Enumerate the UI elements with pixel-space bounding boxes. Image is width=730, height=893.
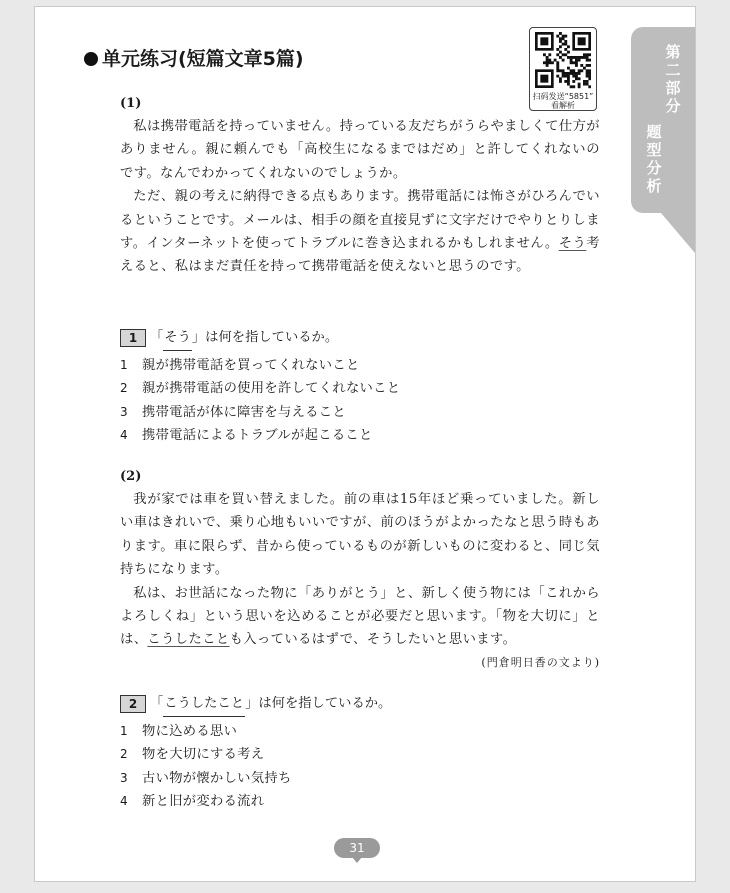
page-number: 31 (334, 838, 380, 858)
question-1 (120, 326, 600, 448)
qr-caption-line1: 扫码发送“5851” (532, 92, 594, 101)
option-item[interactable]: 1 親が携帯電話を買ってくれないこと (120, 358, 360, 373)
passage-2-label: (2) (120, 469, 142, 484)
passage-2-paragraph: 我が家では車を買い替えました。前の車は15年ほど乗っていました。新しい車はきれいで、乗り心地もいいですが、前のほうがよかったなと思う時もあります。車に限らず、昔から使っているものが新しいものに変わると、同じ気持ちになります。 (120, 492, 600, 578)
passage-2-underlined-phrase: こうしたこと (147, 632, 230, 648)
passage-2-paragraph: 私は、お世話になった物に「ありがとう」と、新しく使う物には「これからよろしくね」という思いを込めることが必要だと思います。「物を大切に」とは、こうしたことも入っているはずで、そうしたいと思います。 (120, 585, 600, 648)
option-item[interactable]: 3 携帯電話が体に障害を与えること (120, 404, 346, 420)
question-2-options (120, 720, 600, 814)
side-tab (631, 27, 695, 213)
side-tab-tip (661, 213, 695, 253)
option-item[interactable]: 3 古い物が懐かしい気持ち (120, 770, 292, 786)
option-item[interactable]: 1 物に込める思い (120, 724, 238, 739)
option-item[interactable]: 4 携帯電話によるトラブルが起こること (120, 428, 373, 444)
option-item[interactable]: 2 親が携帯電話の使用を許してくれないこと (120, 381, 401, 397)
passage-1-paragraph: 私は携帯電話を持っていません。持っている友だちがうらやましくて仕方がありません。親に頼んでも「高校生になるまではだめ」と許してくれないのです。なんでわかってくれないのでしょうか。 (120, 119, 600, 181)
passage-1 (120, 93, 600, 279)
section-title: 单元练习(短篇文章5篇) (84, 44, 304, 71)
question-1-target: そう (163, 326, 192, 351)
qr-code-icon[interactable] (535, 32, 591, 90)
question-number-box: 1 (120, 329, 146, 347)
question-1-prompt: 1 「 そう 」は何を指しているか。 (120, 326, 600, 350)
qr-caption-line2: 看解析 (551, 101, 575, 110)
passage-1-underlined-word: そう (558, 236, 587, 252)
question-1-options (120, 354, 600, 448)
question-2-target: こうしたこと (163, 692, 245, 717)
question-2-prompt: 2 「 こうしたこと 」は何を指しているか。 (120, 692, 600, 716)
passage-2-source: (門倉明日香の文より) (481, 655, 600, 669)
passage-1-paragraph: ただ、親の考えに納得できる点もあります。携帯電話には怖さがひろんでいるということです。メールは、相手の顔を直接見ずに文字だけでやりとりします。インターネットを使ってトラブルに巻き込まれるかもしれません。そう考えると、私はまだ責任を持って携帯電話を使えないと思うのです。 (120, 189, 600, 275)
side-tab-part: 第 二 部 分 (665, 43, 681, 115)
passage-2 (120, 466, 600, 674)
option-item[interactable]: 4 新と旧が変わる流れ (120, 794, 265, 810)
question-number-box: 2 (120, 695, 146, 713)
passage-1-label: (1) (120, 96, 142, 111)
option-item[interactable]: 2 物を大切にする考え (120, 747, 265, 763)
side-tab-topic: 题 型 分 析 (646, 123, 662, 195)
bullet-icon (84, 52, 98, 66)
question-2 (120, 692, 600, 814)
